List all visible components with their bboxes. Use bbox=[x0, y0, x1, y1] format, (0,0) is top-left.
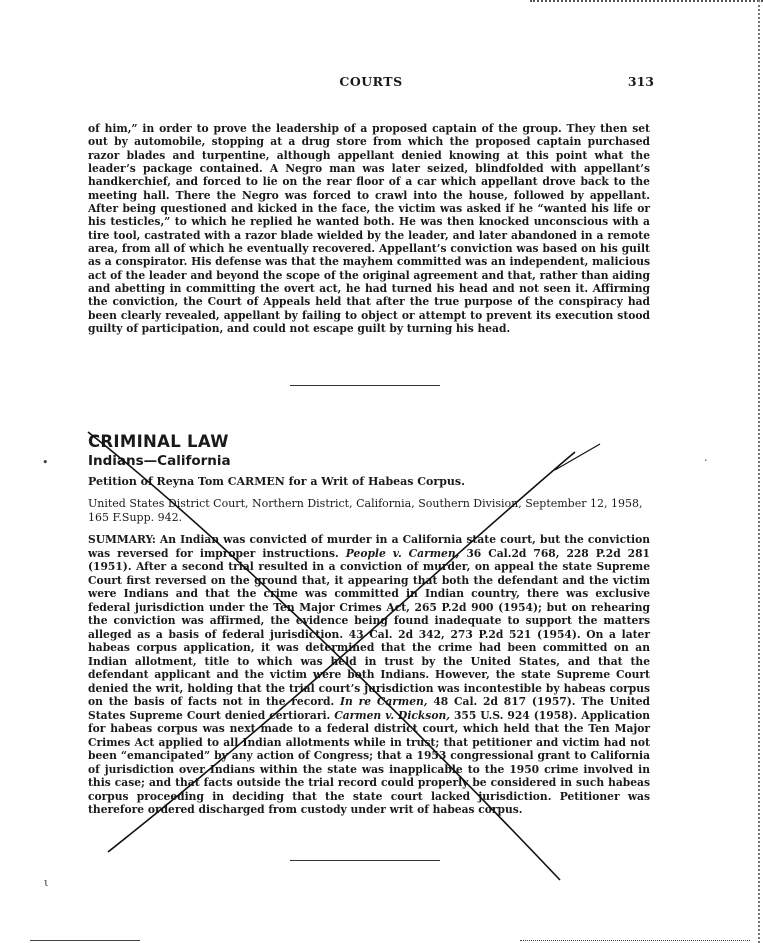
scan-border-top bbox=[530, 0, 763, 8]
continued-paragraph: of him,” in order to prove the leadership of a proposed captain of the group. They then set out by automobile, stopping at a drug store from which the proposed captain purchased razor blades and turpentine, although appellant denied knowing at this point what the leader’s package contained. A Negro man was later seized, blindfolded with appellant’s handkerchief, and forced to lie on the rear floor of a car which appellant drove back to the meeting hall. There the Negro was forced to crawl into the house, followed by appellant. After being questioned and kicked in the face, the victim was asked if he “wanted his life or his testicles,” to which he replied he wanted both. He was then knocked unconscious with a tire tool, castrated with a razor blade wielded by the leader, and later abandoned in a remote area, from all of which he eventually recovered. Appellant’s conviction was based on his guilt as a conspirator. His defense was that the mayhem committed was an independent, malicious act of the leader and beyond the scope of the original agreement and that, rather than aiding and abetting in committing the overt act, he had turned his head and not seen it. Affirming the conviction, the Court of Appeals held that after the true purpose of the conspiracy had been clearly revealed, appellant by failing to object or attempt to prevent its execution stood guilty of participation, and could not escape guilt by turning his head. bbox=[88, 122, 650, 336]
summary-label: SUMMARY: bbox=[88, 533, 156, 546]
section-divider bbox=[290, 385, 440, 386]
scan-mark-bottom-left bbox=[30, 940, 140, 941]
section-title: CRIMINAL LAW bbox=[88, 432, 229, 451]
margin-mark: · bbox=[704, 454, 708, 467]
section-subtitle: Indians—California bbox=[88, 453, 231, 469]
summary-text-2: 36 Cal.2d 768, 228 P.2d 281 (1951). After a second trial resulted in a conviction of murder, on appeal the state Supreme Court first reversed on the ground that, it appearing that both the defendant and the victim were Indians and that the crime was committed in Indian country, there was exclusive federal jurisdiction under the Ten Major Crimes Act, 265 P.2d 900 (1954); but on rehearing the conviction was affirmed, the evidence being found inadequate to support the matters alleged as a basis of federal jurisdiction. 43 Cal. 2d 342, 273 P.2d 521 (1954). On a later habeas corpus application, it was determined that the crime had been committed on an Indian allotment, title to which was held in trust by the United States, and that the defendant applicant and the victim were both Indians. However, the state Supreme Court denied the writ, holding that the trial court’s jurisdiction was incontestible by habeas corpus on the basis of facts not in the record. bbox=[88, 546, 650, 708]
margin-mark: • bbox=[42, 456, 49, 469]
section-divider-bottom bbox=[290, 860, 440, 861]
scan-border-right bbox=[758, 0, 760, 943]
margin-mark: ι bbox=[44, 876, 49, 889]
scan-mark-bottom-right bbox=[520, 940, 750, 941]
summary-text-1: An Indian was convicted of murder in a California state court, but the conviction was reversed for improper instructions. bbox=[88, 533, 650, 560]
case-cite-italic-3: Carmen v. Dickson, bbox=[334, 708, 450, 722]
case-cite-italic-1: People v. Carmen, bbox=[345, 546, 460, 560]
running-head bbox=[88, 74, 654, 92]
summary-text-4: 355 U.S. 924 (1958). Application for habeas corpus was next made to a federal district court, which held that the Ten Major Crimes Act applied to all Indian allotments while in trust; that petitioner and victim had not been “emancipated” by any action of Congress; that a 1953 congressional grant to California of jurisdiction over Indians within the state was inapplicable to the 1950 crime involved in this case; and that facts outside the trial record could properly be considered in such habeas corpus proceeding in deciding that the state court lacked jurisdiction. Petitioner was therefore ordered discharged from custody under writ of habeas corpus. bbox=[88, 708, 650, 816]
case-summary bbox=[88, 533, 650, 817]
case-cite-italic-2: In re Carmen, bbox=[340, 695, 428, 708]
case-name: Petition of Reyna Tom CARMEN for a Writ of Habeas Corpus. bbox=[88, 475, 465, 488]
page-number: 313 bbox=[627, 74, 654, 89]
summary-text-3: 48 Cal. 2d 817 (1957). The United States Supreme Court denied certiorari. bbox=[88, 695, 650, 722]
strike-line-tail bbox=[555, 444, 600, 470]
case-citation: United States District Court, Northern District, California, Southern Division, September 12, 1958, 165 F.Supp. 942. bbox=[88, 497, 643, 524]
running-head-title: COURTS bbox=[339, 74, 403, 89]
